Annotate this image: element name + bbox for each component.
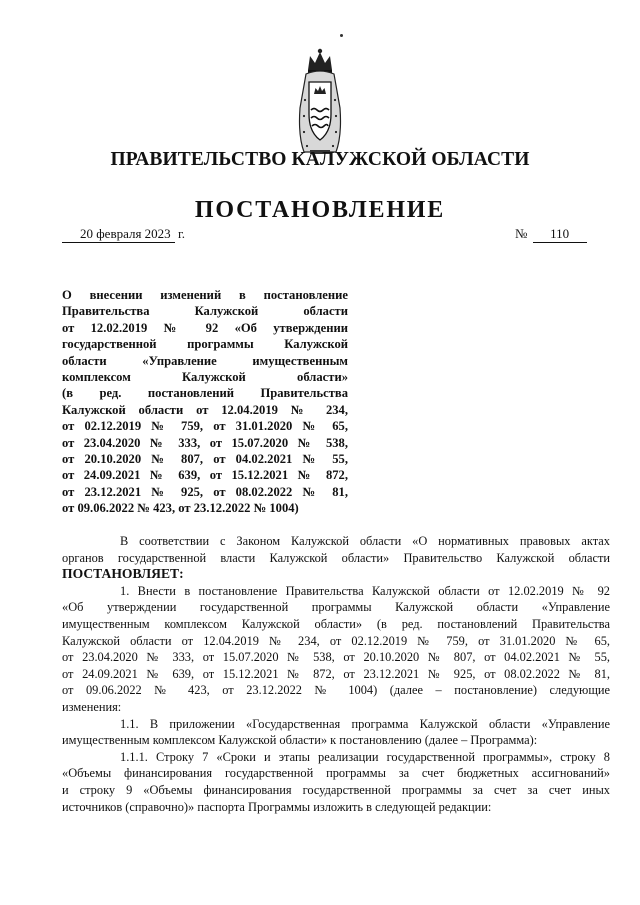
body-line: имущественным комплексом Калужской области» к постановлению (далее – Программа): bbox=[62, 733, 538, 748]
body-line: источников (справочно)» паспорта Программы изложить в следующей редакции: bbox=[62, 799, 492, 814]
body-line: от 09.06.2022 № 423, от 23.12.2022 № 1004) (далее – постановление) следующие bbox=[62, 683, 610, 698]
body-line: 1. Внести в постановление Правительства Калужской области от 12.02.2019 № 92 bbox=[120, 583, 610, 598]
title-line: от 12.02.2019 № 92 «Об утверждении bbox=[62, 320, 348, 335]
date-value: 20 февраля 2023 bbox=[62, 226, 175, 243]
decree-word: ПОСТАНОВЛЯЕТ: bbox=[62, 566, 184, 582]
body-line: изменения: bbox=[62, 699, 122, 714]
body-line: Калужской области от 12.04.2019 № 234, от 02.12.2019 № 759, от 31.01.2020 № 65, bbox=[62, 633, 610, 648]
body-line: 1.1.1. Строку 7 «Сроки и этапы реализации государственной программы», строку 8 bbox=[120, 749, 610, 764]
title-line: комплексом Калужской области» bbox=[62, 370, 348, 385]
title-line: О внесении изменений в постановление bbox=[62, 288, 348, 302]
title-line: от 23.04.2020 № 333, от 15.07.2020 № 538, bbox=[62, 435, 348, 450]
title-line: от 02.12.2019 № 759, от 31.01.2020 № 65, bbox=[62, 419, 348, 434]
title-line: (в ред. постановлений Правительства bbox=[62, 386, 348, 401]
title-line: Калужской области от 12.04.2019 № 234, bbox=[62, 402, 348, 417]
document-date bbox=[62, 226, 185, 243]
title-line: от 23.12.2021 № 925, от 08.02.2022 № 81, bbox=[62, 484, 348, 499]
title-line: государственной программы Калужской bbox=[62, 337, 348, 352]
resolution-title bbox=[62, 287, 348, 517]
resolution-body bbox=[62, 533, 610, 815]
document-type: ПОСТАНОВЛЕНИЕ bbox=[194, 197, 446, 223]
title-line: от 20.10.2020 № 807, от 04.02.2021 № 55, bbox=[62, 452, 348, 467]
body-line: «Объемы финансирования государственной программы за счет бюджетных ассигнований» bbox=[62, 766, 610, 781]
title-line: от 24.09.2021 № 639, от 15.12.2021 № 872, bbox=[62, 468, 348, 483]
title-line: области «Управление имущественным bbox=[62, 353, 348, 368]
title-line: от 09.06.2022 № 423, от 23.12.2022 № 1004) bbox=[62, 501, 299, 516]
scan-dot bbox=[340, 34, 343, 37]
title-line: Правительства Калужской области bbox=[62, 304, 348, 319]
body-line: органов государственной власти Калужской области» Правительство Калужской области bbox=[62, 550, 610, 565]
government-name: ПРАВИТЕЛЬСТВО КАЛУЖСКОЙ ОБЛАСТИ bbox=[110, 149, 530, 170]
number-value: 110 bbox=[533, 226, 587, 243]
coat-of-arms-icon bbox=[296, 48, 344, 156]
document-number bbox=[515, 226, 587, 243]
date-suffix: г. bbox=[177, 226, 186, 241]
body-line: имущественным комплексом Калужской области» (в ред. постановлений Правительства bbox=[62, 616, 610, 631]
body-line: и строку 9 «Объемы финансирования государственной программы за счет за счет иных bbox=[62, 782, 610, 797]
body-line: 1.1. В приложении «Государственная программа Калужской области «Управление bbox=[120, 716, 610, 731]
body-line: В соответствии с Законом Калужской области «О нормативных правовых актах bbox=[120, 534, 610, 548]
body-line: от 24.09.2021 № 639, от 15.12.2021 № 872, от 23.12.2021 № 925, от 08.02.2022 № 81, bbox=[62, 666, 610, 681]
body-line: «Об утверждении государственной программы Калужской области «Управление bbox=[62, 600, 610, 615]
body-line: от 23.04.2020 № 333, от 15.07.2020 № 538, от 20.10.2020 № 807, от 04.02.2021 № 55, bbox=[62, 650, 610, 665]
number-label: № bbox=[515, 226, 528, 241]
